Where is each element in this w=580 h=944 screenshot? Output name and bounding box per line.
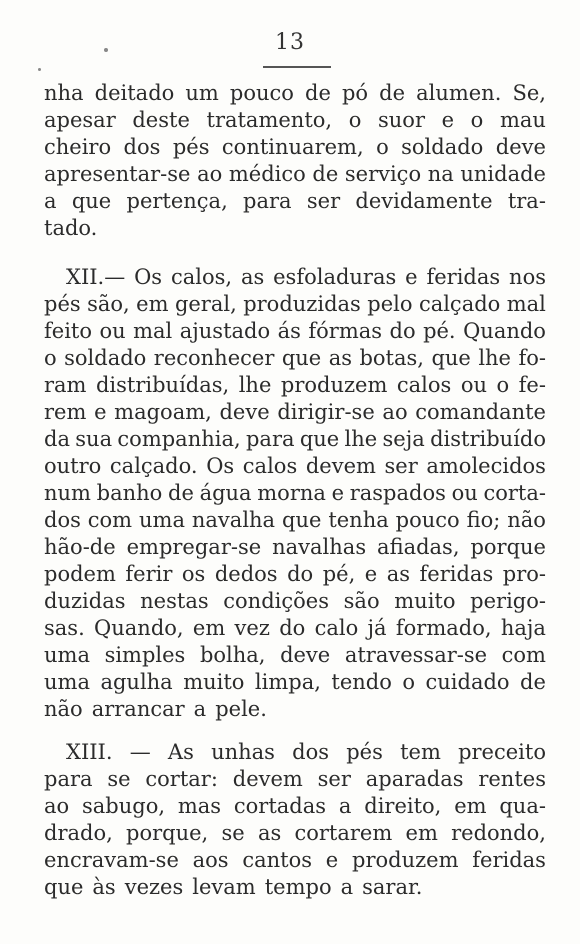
word: condições <box>223 589 329 613</box>
word: navalha <box>191 508 276 532</box>
word: comandante <box>415 400 546 424</box>
word: com <box>87 508 133 532</box>
word: o <box>376 135 389 159</box>
word: tenha <box>328 508 389 532</box>
word: uma <box>44 670 90 694</box>
word: Os <box>206 454 235 478</box>
word: Os <box>134 265 163 289</box>
text-line <box>44 215 546 242</box>
word: dirigir-se <box>277 400 375 424</box>
word: se <box>107 767 131 791</box>
word: agulha <box>100 670 173 694</box>
word: ou <box>451 481 478 505</box>
word: calos <box>242 454 298 478</box>
word: sua <box>75 427 113 451</box>
word: na <box>427 162 454 186</box>
word: navalhas <box>272 535 367 559</box>
word: e <box>94 400 107 424</box>
word: seja <box>382 427 425 451</box>
text-line <box>44 793 546 820</box>
word: mal <box>506 292 546 316</box>
word: nos <box>509 265 546 289</box>
word: produzem <box>352 848 459 872</box>
word: uma <box>139 508 185 532</box>
word: tendo <box>331 670 392 694</box>
word: tempo <box>264 875 332 899</box>
word: e <box>405 265 418 289</box>
word: pele. <box>215 697 267 721</box>
word: ao <box>197 162 223 186</box>
word: hão-de <box>44 535 116 559</box>
word: atravessar-se <box>344 643 488 667</box>
word: devidamente <box>355 189 493 213</box>
word: sabugo, <box>82 794 166 818</box>
word: calos, <box>170 265 233 289</box>
word: pelo <box>367 292 413 316</box>
text-line <box>44 161 546 188</box>
word: lhe <box>238 373 272 397</box>
word: levam <box>192 875 256 899</box>
word: para <box>44 767 93 791</box>
word: não <box>44 697 83 721</box>
word: médico <box>228 162 306 186</box>
word: feridas <box>426 265 501 289</box>
text-line <box>44 399 546 426</box>
text-line <box>44 766 546 793</box>
word: em <box>405 821 438 845</box>
text-line <box>66 739 546 766</box>
word: devem <box>232 767 303 791</box>
word: pouco <box>395 508 460 532</box>
word: a <box>338 794 352 818</box>
word: drado, <box>44 821 113 845</box>
word: uma <box>44 643 90 667</box>
word: o <box>44 346 57 370</box>
word: haja <box>500 616 546 640</box>
word: continuarem, <box>221 135 364 159</box>
word: dos <box>123 135 161 159</box>
word: cortarem <box>294 821 393 845</box>
word: morna <box>257 481 326 505</box>
text-line <box>66 264 546 291</box>
word: a <box>340 875 354 899</box>
word: outro <box>44 454 102 478</box>
word: para <box>245 427 295 451</box>
word: deste <box>132 108 190 132</box>
word: apresentar-se <box>44 162 191 186</box>
word: de <box>379 81 405 105</box>
word: fórmas <box>308 319 383 343</box>
word: lhe <box>344 427 378 451</box>
word: distribuído <box>430 427 546 451</box>
word: pé, <box>322 562 356 586</box>
word: bolha, <box>199 643 266 667</box>
word: arrancar <box>91 697 185 721</box>
word: de <box>305 81 331 105</box>
word: ou <box>460 373 487 397</box>
word: os <box>181 562 206 586</box>
word: que <box>44 875 84 899</box>
word: vezes <box>124 875 184 899</box>
word: em <box>192 616 226 640</box>
word: Quando <box>463 319 546 343</box>
word: com <box>501 643 546 667</box>
word: as <box>386 562 411 586</box>
word: ao <box>44 794 70 818</box>
word: simples <box>104 643 186 667</box>
text-line <box>44 80 546 107</box>
word: ser <box>317 767 351 791</box>
word: mas <box>177 794 222 818</box>
text-line <box>44 669 546 696</box>
word: deve <box>495 135 546 159</box>
word: água <box>199 481 252 505</box>
word: mau <box>499 108 546 132</box>
word: botas, <box>359 346 424 370</box>
word: produzidas <box>243 292 361 316</box>
word: ser <box>306 189 341 213</box>
word: devem <box>305 454 376 478</box>
text-line <box>44 847 546 874</box>
text-line <box>44 134 546 161</box>
page-number: 13 <box>275 30 305 55</box>
word: ao <box>382 400 408 424</box>
word: unhas <box>211 740 275 764</box>
text-line <box>44 345 546 372</box>
word: soldado <box>401 135 484 159</box>
word: pro- <box>502 562 546 586</box>
word: perigo- <box>470 589 546 613</box>
word: muito <box>394 589 456 613</box>
text-line <box>44 561 546 588</box>
word: não <box>507 508 546 532</box>
word: ás <box>277 319 301 343</box>
text-line <box>44 318 546 345</box>
word: redondo, <box>451 821 546 845</box>
word: preceito <box>458 740 546 764</box>
word: de <box>520 670 546 694</box>
word: empregar-se <box>126 535 262 559</box>
text-line <box>44 874 546 901</box>
word: podem <box>44 562 116 586</box>
word: às <box>92 875 116 899</box>
word: rem <box>44 400 87 424</box>
word: mal <box>133 319 173 343</box>
word: o <box>348 108 362 132</box>
ink-speck <box>104 48 108 52</box>
word: que <box>282 508 322 532</box>
word: distribuídas, <box>95 373 230 397</box>
word: que <box>71 189 112 213</box>
text-line <box>44 291 546 318</box>
word: sarar. <box>362 875 423 899</box>
word: feridas <box>419 562 494 586</box>
word: a <box>44 189 57 213</box>
word: raspados <box>349 481 446 505</box>
word: dos <box>44 508 81 532</box>
word: calo <box>314 616 359 640</box>
word: que <box>281 346 322 370</box>
word: pé. <box>423 319 456 343</box>
word: já <box>367 616 387 640</box>
word: rentes <box>478 767 546 791</box>
word: as <box>328 346 352 370</box>
word: e <box>441 108 455 132</box>
word: ajustado <box>179 319 271 343</box>
word: cheiro <box>44 135 112 159</box>
word: a <box>193 697 207 721</box>
word: cortadas <box>233 794 327 818</box>
text-line <box>44 696 546 723</box>
word: pouco <box>229 81 294 105</box>
text-line <box>44 588 546 615</box>
word: aos <box>192 848 229 872</box>
text-line <box>44 188 546 215</box>
word: tado. <box>44 216 98 240</box>
text-line <box>44 534 546 561</box>
text-line <box>44 107 546 134</box>
word: nha <box>44 81 84 105</box>
word: em <box>454 794 487 818</box>
text-line <box>44 480 546 507</box>
text-line <box>44 426 546 453</box>
word: suor <box>378 108 425 132</box>
word: deve <box>280 643 331 667</box>
word: duzidas <box>44 589 126 613</box>
word: — <box>129 740 151 764</box>
word: Quando, <box>94 616 184 640</box>
word: As <box>167 740 194 764</box>
word: aparadas <box>365 767 464 791</box>
ink-speck <box>38 68 41 71</box>
word: corta- <box>483 481 546 505</box>
word: fio; <box>466 508 501 532</box>
word: porque, <box>126 821 209 845</box>
word: serviço <box>344 162 422 186</box>
word: qua- <box>499 794 546 818</box>
word: as <box>257 821 282 845</box>
word: cortar: <box>145 767 218 791</box>
word: do <box>279 616 306 640</box>
text-line <box>44 820 546 847</box>
word: deve <box>219 400 270 424</box>
word: tra- <box>507 189 546 213</box>
word: cantos <box>242 848 313 872</box>
word: ou <box>99 319 126 343</box>
text-line <box>44 615 546 642</box>
word: esfoladuras <box>273 265 397 289</box>
text-line <box>44 453 546 480</box>
word: direito, <box>364 794 442 818</box>
word: são, <box>87 292 130 316</box>
word: pés <box>346 740 383 764</box>
word: ser <box>384 454 418 478</box>
word: XII.— <box>66 265 126 289</box>
word: do <box>389 319 416 343</box>
word: pés <box>172 135 210 159</box>
word: e <box>331 481 345 505</box>
word: porque <box>470 535 546 559</box>
word: de <box>168 481 194 505</box>
word: do <box>287 562 314 586</box>
word: calçado <box>418 292 501 316</box>
word: formado, <box>395 616 492 640</box>
word: cuidado <box>425 670 510 694</box>
word: unidade <box>460 162 546 186</box>
word: feito <box>44 319 92 343</box>
word: fo- <box>518 346 546 370</box>
word: o <box>470 108 484 132</box>
word: calçado. <box>109 454 198 478</box>
word: e <box>325 848 339 872</box>
word: num <box>44 481 91 505</box>
word: Se, <box>512 81 546 105</box>
text-line <box>44 372 546 399</box>
word: alumen. <box>416 81 502 105</box>
word: apesar <box>44 108 116 132</box>
word: que <box>299 427 340 451</box>
word: sas. <box>44 616 85 640</box>
word: afiadas, <box>377 535 460 559</box>
word: fe- <box>518 373 546 397</box>
word: e <box>364 562 378 586</box>
text-line <box>44 642 546 669</box>
word: para <box>243 189 292 213</box>
header-rule <box>263 66 331 68</box>
word: reconhecer <box>153 346 275 370</box>
word: da <box>44 427 70 451</box>
word: que <box>431 346 471 370</box>
word: soldado <box>64 346 147 370</box>
word: lhe <box>478 346 511 370</box>
word: dedos <box>214 562 278 586</box>
word: tratamento, <box>206 108 333 132</box>
word: dos <box>292 740 330 764</box>
word: muito <box>183 670 245 694</box>
word: ferir <box>125 562 173 586</box>
word: vez <box>234 616 270 640</box>
word: magoam, <box>114 400 212 424</box>
word: um <box>185 81 219 105</box>
text-line <box>44 507 546 534</box>
word: se <box>221 821 245 845</box>
word: o <box>402 670 416 694</box>
word: pés <box>44 292 81 316</box>
word: produzem <box>280 373 388 397</box>
word: nestas <box>140 589 209 613</box>
word: em <box>136 292 169 316</box>
word: encravam-se <box>44 848 179 872</box>
word: pó <box>341 81 369 105</box>
word: XIII. <box>66 740 113 764</box>
word: amolecidos <box>426 454 546 478</box>
word: ram <box>44 373 87 397</box>
word: são <box>343 589 380 613</box>
word: limpa, <box>254 670 321 694</box>
word: companhia, <box>117 427 241 451</box>
word: de <box>312 162 339 186</box>
word: deitado <box>94 81 175 105</box>
word: pertença, <box>126 189 228 213</box>
word: calos <box>396 373 452 397</box>
word: o <box>496 373 510 397</box>
word: geral, <box>174 292 237 316</box>
word: as <box>240 265 265 289</box>
word: banho <box>96 481 163 505</box>
word: feridas <box>472 848 546 872</box>
word: tem <box>400 740 441 764</box>
